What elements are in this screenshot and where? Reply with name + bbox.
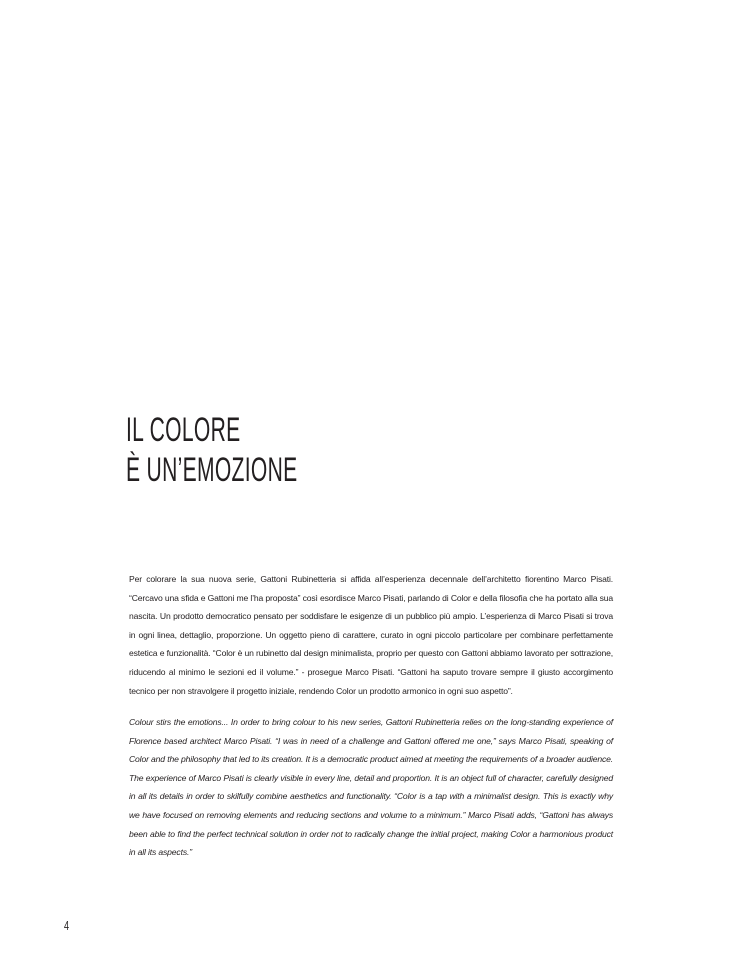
- italian-paragraph: Per colorare la sua nuova serie, Gattoni Rubinetteria si affida all’esperienza decennale dell’architetto fiorentino Marco Pisati. “Cercavo una sfida e Gattoni me l’ha proposta” così esordisce Marco Pisati, parlando di Color e della filosofia che ha portato alla sua nascita. Un prodotto democratico pensato per soddisfare le esigenze di un pubblico più ampio. L’esperienza di Marco Pisati si trova in ogni linea, dettaglio, proporzione. Un oggetto pieno di carattere, curato in ogni piccolo particolare per combinare perfettamente estetica e funzionalità. “Color è un rubinetto dal design minimalista, proprio per questo con Gattoni abbiamo lavorato per sottrazione, riducendo al minimo le sezioni ed il volume.” - prosegue Marco Pisati. “Gattoni ha saputo trovare sempre il giusto accorgimento tecnico per non stravolgere il progetto iniziale, rendendo Color un prodotto armonico in ogni suo aspetto”.: [129, 574, 613, 696]
- page-number: 4: [64, 918, 70, 933]
- english-paragraph: Colour stirs the emotions... In order to bring colour to his new series, Gattoni Rubinetteria relies on the long-standing experience of Florence based architect Marco Pisati. “I was in need of a challenge and Gattoni offered me one,” says Marco Pisati, speaking of Color and the philosophy that led to its creation. It is a democratic product aimed at meeting the requirements of a broader audience. The experience of Marco Pisati is clearly visible in every line, detail and proportion. It is an object full of character, carefully designed in all its details in order to skilfully combine aesthetics and functionality. “Color is a tap with a minimalist design. This is exactly why we have focused on removing elements and reducing sections and volume to a minimum.” Marco Pisati adds, “Gattoni has always been able to find the perfect technical solution in order not to radically change the initial project, making Color a harmonious product in all its aspects.”: [129, 717, 613, 858]
- title-line-2: È UN’EMOZIONE: [126, 451, 298, 489]
- page-title: [126, 410, 298, 490]
- title-line-1: IL COLORE: [126, 411, 241, 449]
